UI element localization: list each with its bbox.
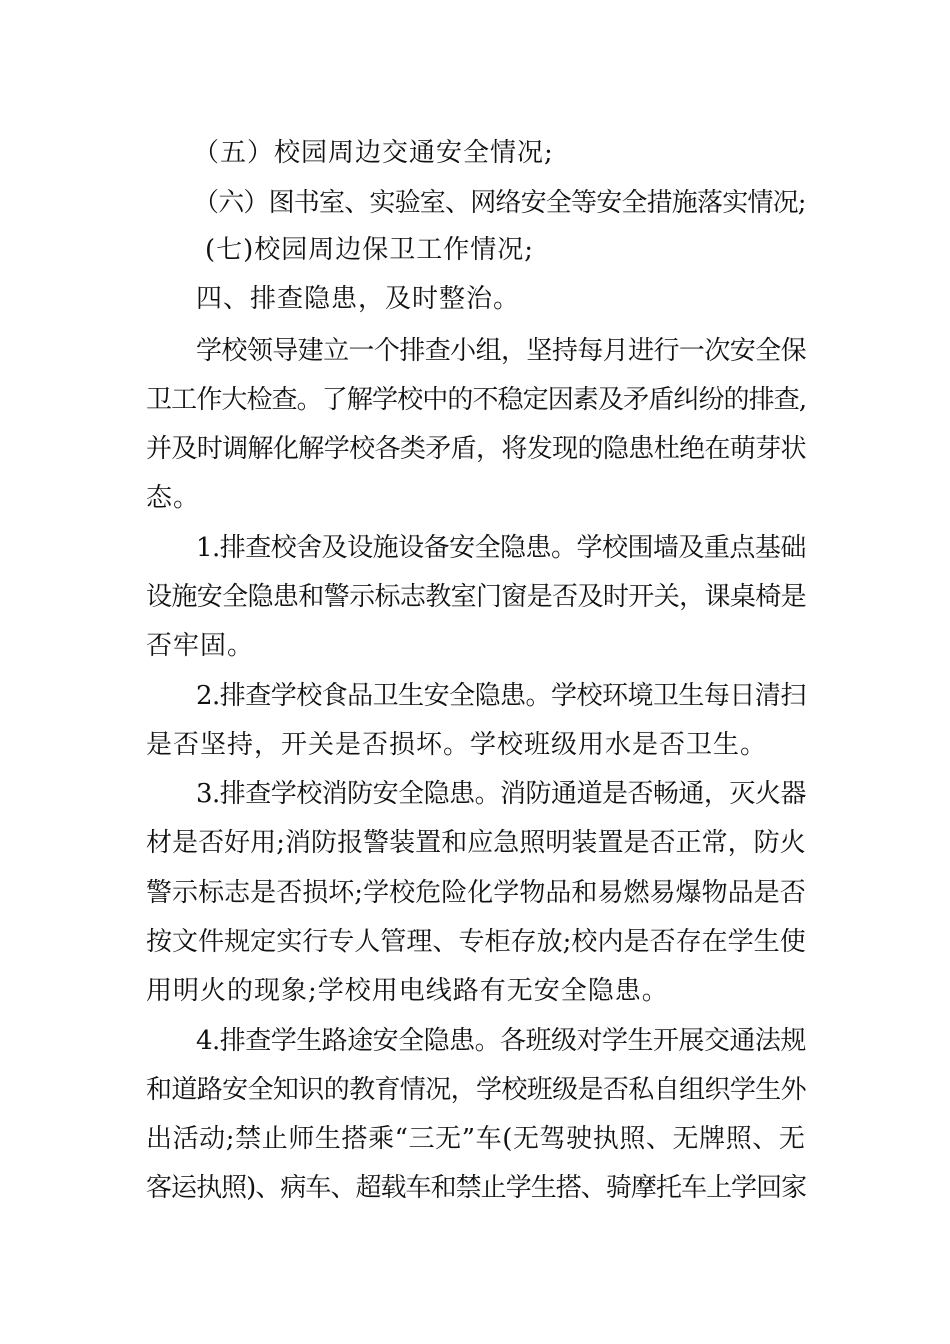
line-7: 并及时调解化解学校各类矛盾，将发现的隐患杜绝在萌芽状 (146, 434, 807, 464)
line-11: 否牢固。 (146, 631, 255, 661)
line-19: 4.排查学生路途安全隐患。各班级对学生开展交通法规 (196, 1026, 806, 1056)
line-21: 出活动;禁止师生搭乘“三无”车(无驾驶执照、无牌照、无 (146, 1124, 806, 1154)
line-3: (七)校园周边保卫工作情况; (205, 235, 535, 265)
line-2: （六）图书室、实验室、网络安全等安全措施落实情况; (193, 188, 806, 218)
line-15: 材是否好用;消防报警装置和应急照明装置是否正常，防火 (146, 828, 806, 858)
line-8: 态。 (146, 483, 201, 513)
line-6: 卫工作大检查。了解学校中的不稳定因素及矛盾纠纷的排查, (146, 385, 807, 415)
line-17: 按文件规定实行专人管理、专柜存放;校内是否存在学生使 (146, 927, 806, 957)
line-4: 四、排查隐患，及时整治。 (196, 284, 521, 314)
line-1: （五）校园周边交通安全情况; (193, 138, 554, 168)
line-5: 学校领导建立一个排查小组，坚持每月进行一次安全保 (196, 336, 807, 366)
line-18: 用明火的现象;学校用电线路有无安全隐患。 (146, 976, 669, 1006)
line-12: 2.排查学校食品卫生安全隐患。学校环境卫生每日清扫 (196, 681, 806, 711)
line-20: 和道路安全知识的教育情况，学校班级是否私自组织学生外 (146, 1075, 807, 1105)
line-14: 3.排查学校消防安全隐患。消防通道是否畅通，灭火器 (196, 779, 806, 809)
line-22: 客运执照)、病车、超载车和禁止学生搭、骑摩托车上学回家 (146, 1173, 807, 1203)
line-9: 1.排查校舍及设施设备安全隐患。学校围墙及重点基础 (196, 533, 806, 563)
line-16: 警示标志是否损坏;学校危险化学物品和易燃易爆物品是否 (146, 878, 806, 908)
line-10: 设施安全隐患和警示标志教室门窗是否及时开关，课桌椅是 (146, 582, 807, 612)
line-13: 是否坚持，开关是否损坏。学校班级用水是否卫生。 (146, 730, 768, 760)
